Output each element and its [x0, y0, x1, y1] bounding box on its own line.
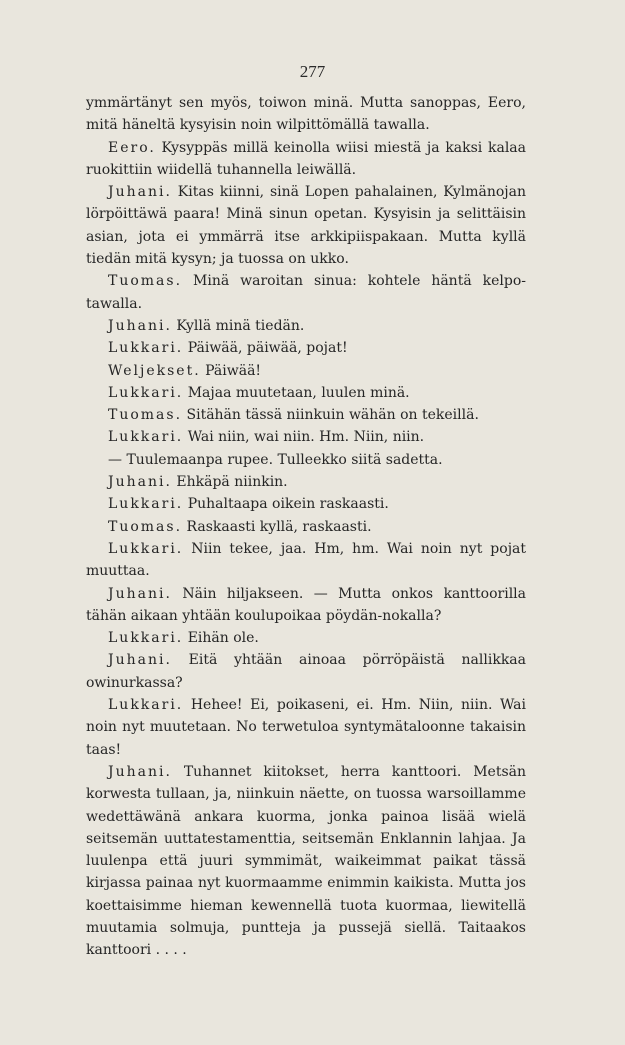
paragraph-text: Niin tekee, jaa. Hm, hm. Wai noin nyt pojat muuttaa. — [86, 540, 527, 580]
paragraph — [86, 92, 526, 137]
paragraph-text: ymmärtänyt sen myös, toiwon minä. Mutta sanoppas, Eero, mitä häneltä kysyisin noin wilpittömällä tawalla. — [86, 95, 526, 134]
paragraph — [86, 649, 526, 694]
paragraph — [86, 449, 526, 471]
paragraph — [86, 270, 526, 315]
speaker-name: Juhani. — [108, 184, 172, 201]
speaker-name: Eero. — [108, 139, 156, 156]
paragraph-text: Sitähän tässä niinkuin wähän on tekeillä. — [186, 407, 479, 424]
paragraph-text: Kyllä minä tiedän. — [176, 317, 305, 334]
page-number: 277 — [299, 62, 326, 81]
paragraph — [86, 315, 526, 337]
paragraph-text: Hehee! Ei, poikaseni, ei. Hm. Niin, niin. Wai noin nyt muutetaan. No terwetuloa syntymätaloonne takaisin taas! — [86, 697, 527, 758]
paragraph-text: Ehkäpä niinkin. — [176, 474, 288, 491]
speaker-name: Lukkari. — [108, 340, 184, 357]
paragraph — [86, 627, 526, 649]
paragraph — [86, 493, 526, 515]
paragraph — [86, 404, 526, 426]
speaker-name: Juhani. — [108, 474, 172, 491]
speaker-name: Tuomas. — [108, 518, 183, 535]
paragraph — [86, 181, 526, 270]
speaker-name: Juhani. — [108, 763, 172, 780]
paragraph — [86, 137, 526, 182]
speaker-name: Lukkari. — [108, 496, 184, 513]
speaker-name: Weljekset. — [108, 362, 201, 379]
speaker-name: Lukkari. — [108, 697, 184, 714]
paragraph-text: Puhaltaapa oikein raskaasti. — [187, 496, 389, 513]
speaker-name: Lukkari. — [108, 429, 184, 446]
paragraph — [86, 516, 526, 538]
paragraph-text: Tuhannet kiitokset, herra kanttoori. Metsän korwesta tullaan, ja, niinkuin näette, on tuossa warsoillamme wedettäwänä ankara kuorma, jonka painoa lisää wielä seitsemän uuttatestamenttia, seitsemän Enklannin lahjaa. Ja luulenpa että juuri symmimät, waikeimmat paikat tässä kirjassa painaa nyt kuormaamme enimmin kaikista. Mutta jos koettaisimme hieman kewennellä tuota kuormaa, liewitellä muutamia solmuja, puntteja ja pussejä siellä. Taitaakos kanttoori . . . . — [86, 763, 527, 959]
paragraph-text: Päiwää! — [205, 362, 262, 379]
paragraph — [86, 538, 526, 583]
speaker-name: Juhani. — [108, 585, 172, 602]
paragraph — [86, 471, 526, 493]
paragraph — [86, 337, 526, 359]
speaker-name: Lukkari. — [108, 540, 184, 557]
paragraph-text: Päiwää, päiwää, pojat! — [187, 340, 348, 357]
paragraph-text: Kysyppäs millä keinolla wiisi miestä ja kaksi kalaa ruokittiin wiidellä tuhannella leiwällä. — [86, 139, 526, 178]
paragraph-text: Näin hiljakseen. — Mutta onkos kanttoorilla tähän aikaan yhtään koulupoikaa pöydän-nokalla? — [86, 585, 526, 624]
paragraph — [86, 360, 526, 382]
paragraph-text: Kitas kiinni, sinä Lopen pahalainen, Kylmänojan lörpöittäwä paara! Minä sinun opetan. Kysyisin ja selittäisin asian, jota ei ymmärrä itse arkkipiispakaan. Mutta kyllä tiedän mitä kysyn; ja tuossa on ukko. — [86, 184, 526, 268]
paragraph — [86, 382, 526, 404]
paragraph — [86, 694, 526, 761]
paragraph-text: Minä waroitan sinua: kohtele häntä kelpo-tawalla. — [86, 273, 526, 312]
paragraph-text: — Tuulemaanpa rupee. Tulleekko siitä sadetta. — [108, 451, 443, 468]
paragraph-text: Majaa muutetaan, luulen minä. — [187, 384, 410, 401]
speaker-name: Lukkari. — [108, 384, 184, 401]
speaker-name: Lukkari. — [108, 630, 184, 647]
speaker-name: Juhani. — [108, 317, 172, 334]
paragraph-text: Eihän ole. — [187, 630, 259, 647]
speaker-name: Tuomas. — [108, 273, 183, 290]
paragraph-text: Wai niin, wai niin. Hm. Niin, niin. — [187, 429, 425, 446]
speaker-name: Juhani. — [108, 652, 172, 669]
paragraph — [86, 583, 526, 628]
paragraph — [86, 426, 526, 448]
speaker-name: Tuomas. — [108, 407, 183, 424]
paragraph — [86, 761, 526, 962]
body-text — [86, 92, 526, 962]
paragraph-text: Eitä yhtään ainoaa pörröpäistä nallikkaa owinurkassa? — [86, 652, 526, 691]
paragraph-text: Raskaasti kyllä, raskaasti. — [186, 518, 372, 535]
